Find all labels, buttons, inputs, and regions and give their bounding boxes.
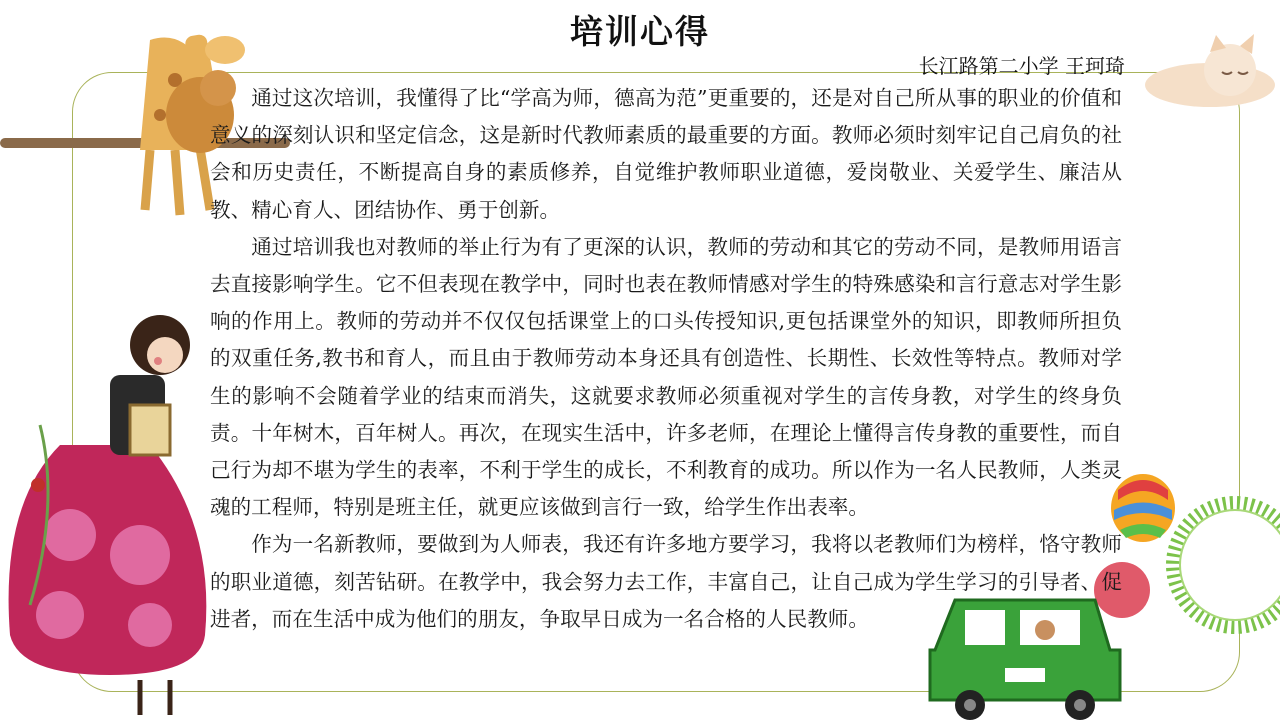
- essay-body: [210, 80, 1122, 638]
- girl-in-floral-dress-icon: [0, 305, 215, 720]
- dotted-green-circle-icon: [1160, 495, 1280, 635]
- paragraph: 通过培训我也对教师的举止行为有了更深的认识，教师的劳动和其它的劳动不同，是教师用语言去直接影响学生。它不但表现在教学中，同时也表在教师情感对学生的特殊感染和言行意志对学生影响的作用上。教师的劳动并不仅仅包括课堂上的口头传授知识,更包括课堂外的知识，即教师所担负的双重任务,教书和育人，而且由于教师劳动本身还具有创造性、长期性、长效性等特点。教师对学生的影响不会随着学业的结束而消失，这就要求教师必须重视对学生的言传身教，对学生的终身负责。十年树木，百年树人。再次，在现实生活中，许多老师，在理论上懂得言传身教的重要性，而自己行为却不堪为学生的表率，不利于学生的成长，不利教育的成功。所以作为一名人民教师，人类灵魂的工程师，特别是班主任，就更应该做到言行一致，给学生作出表率。: [210, 234, 1122, 520]
- paragraph: 作为一名新教师，要做到为人师表，我还有许多地方要学习，我将以老教师们为榜样，恪守教师的职业道德，刻苦钻研。在教学中，我会努力去工作，丰富自己，让自己成为学生学习的引导者、促进者，而在生活中成为他们的朋友，争取早日成为一名合格的人民教师。: [210, 532, 1122, 631]
- page-title: 培训心得: [570, 12, 710, 51]
- author-line: 长江路第二小学 王珂琦: [918, 54, 1125, 78]
- paragraph: 通过这次培训，我懂得了比“学高为师，德高为范”更重要的，还是对自己所从事的职业的价值和意义的深刻认识和坚定信念，这是新时代教师素质的最重要的方面。教师必须时刻牢记自己肩负的社会和历史责任，不断提高自身的素质修养，自觉维护教师职业道德，爱岗敬业、关爱学生、廉洁从教、精心育人、团结协作、勇于创新。: [210, 86, 1122, 222]
